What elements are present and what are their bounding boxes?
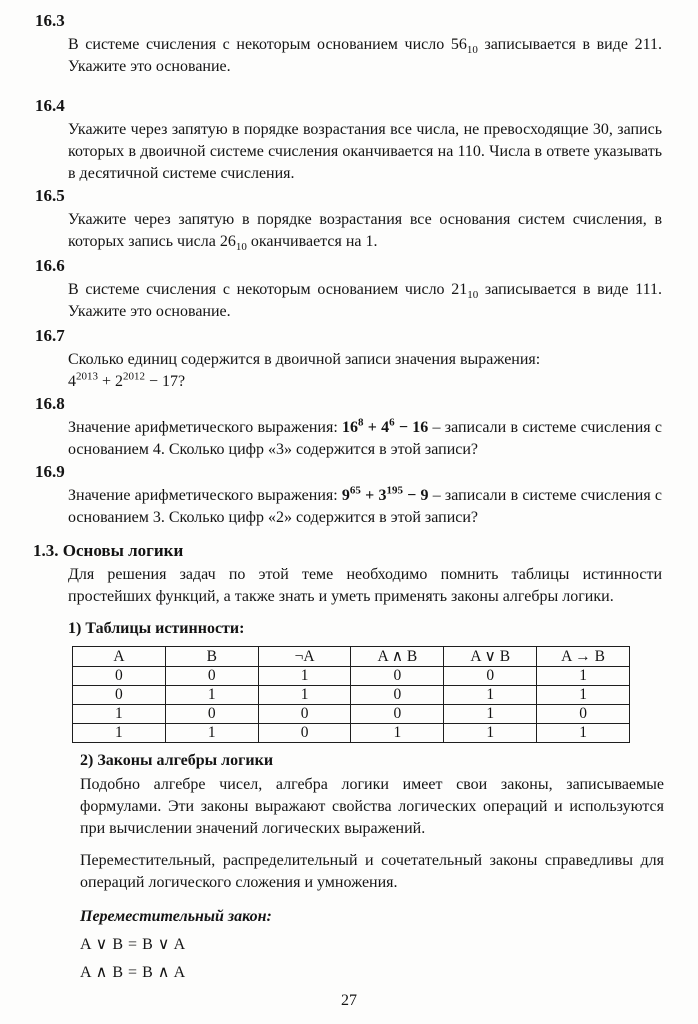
problem-text bbox=[68, 34, 662, 78]
formula-operator: + 3 bbox=[360, 487, 387, 504]
table-cell: 1 bbox=[165, 724, 258, 743]
table-cell: 1 bbox=[73, 724, 166, 743]
expression-formula bbox=[342, 416, 429, 436]
text-segment: Укажите через запятую в порядке возрастания все числа, не превосходящие 30, запись которых в двоичной системе счисления оканчивается на 110. Числа в ответе указывать в десятичной системе счисления. bbox=[68, 121, 662, 182]
text-segment: В системе счисления с некоторым основанием число 21 bbox=[68, 281, 468, 298]
section-logic-basics bbox=[0, 540, 698, 984]
table-cell: 1 bbox=[537, 724, 630, 743]
text-segment: В системе счисления с некоторым основанием число 56 bbox=[68, 36, 467, 53]
section-intro: Для решения задач по этой теме необходимо помнить таблицы истинности простейших функций, а также знать и уметь применять законы алгебры логики. bbox=[68, 566, 662, 605]
truth-table-body bbox=[73, 667, 630, 743]
formula-exponent: 6 bbox=[389, 416, 395, 429]
problem-number: 16.6 bbox=[35, 256, 65, 275]
problem-text bbox=[68, 279, 662, 323]
formula-base: 9 bbox=[341, 487, 350, 504]
table-row bbox=[73, 686, 630, 705]
formula-exponent: 2013 bbox=[76, 370, 98, 383]
problem-number: 16.3 bbox=[35, 11, 65, 30]
law-formula-and: A ∧ B = B ∧ A bbox=[80, 964, 186, 981]
table-cell: 0 bbox=[165, 667, 258, 686]
problem-text bbox=[68, 349, 662, 371]
laws-paragraph-2: Переместительный, распределительный и сочетательный законы справедливы для операций логического сложения и умножения. bbox=[80, 852, 664, 891]
problem-text bbox=[68, 485, 662, 529]
table-cell: 1 bbox=[444, 724, 537, 743]
problem-text bbox=[68, 417, 662, 461]
table-cell: 0 bbox=[351, 705, 444, 724]
problem-number: 16.4 bbox=[35, 96, 65, 115]
text-segment: оканчивается на 1. bbox=[246, 233, 378, 250]
table-cell: 0 bbox=[258, 705, 351, 724]
expression-formula bbox=[341, 484, 429, 504]
laws-label: 2) Законы алгебры логики bbox=[80, 752, 274, 769]
problem-16-4 bbox=[0, 95, 698, 185]
problem-number: 16.9 bbox=[35, 462, 65, 481]
problem-16-8 bbox=[0, 393, 698, 461]
problem-16-3 bbox=[0, 10, 698, 78]
table-cell: 1 bbox=[444, 705, 537, 724]
text-segment: – записали в системе счисления с основанием 3. Сколько цифр «2» содержится в этой записи? bbox=[68, 487, 663, 526]
table-cell: 0 bbox=[165, 705, 258, 724]
law-formula-or: A ∨ B = B ∨ A bbox=[80, 936, 186, 953]
formula-base: 4 bbox=[68, 373, 76, 390]
text-segment: Значение арифметического выражения: bbox=[68, 487, 342, 504]
text-segment: записывается в виде 211. Укажите это основание. bbox=[68, 36, 663, 75]
problem-16-5 bbox=[0, 185, 698, 253]
base-subscript: 10 bbox=[467, 289, 479, 302]
col-header-a-or-b: A ∨ B bbox=[444, 647, 537, 667]
table-cell: 1 bbox=[351, 724, 444, 743]
formula-exponent: 195 bbox=[386, 484, 403, 497]
text-segment: Значение арифметического выражения: bbox=[68, 419, 343, 436]
formula-operator: + 4 bbox=[363, 419, 390, 436]
page-number: 27 bbox=[341, 992, 357, 1009]
base-subscript: 10 bbox=[466, 44, 478, 57]
problem-number: 16.8 bbox=[35, 394, 65, 413]
formula-exponent: 8 bbox=[358, 416, 364, 429]
table-header-row bbox=[73, 647, 630, 667]
formula-tail: − 16 bbox=[394, 419, 429, 436]
table-cell: 1 bbox=[537, 667, 630, 686]
table-row bbox=[73, 705, 630, 724]
formula-tail: − 17? bbox=[145, 373, 186, 390]
text-segment: Укажите через запятую в порядке возрастания все основания систем счисления, в которых запись числа 26 bbox=[68, 211, 662, 250]
table-cell: 1 bbox=[165, 686, 258, 705]
table-cell: 0 bbox=[351, 667, 444, 686]
text-segment: Сколько единиц содержится в двоичной записи значения выражения: bbox=[68, 351, 541, 368]
formula-base: 16 bbox=[342, 419, 359, 436]
table-cell: 1 bbox=[258, 686, 351, 705]
table-cell: 1 bbox=[73, 705, 166, 724]
section-heading: 1.3. Основы логики bbox=[33, 541, 184, 560]
text-segment: записывается в виде 111. Укажите это основание. bbox=[68, 281, 663, 320]
problem-number: 16.5 bbox=[35, 186, 65, 205]
table-cell: 0 bbox=[537, 705, 630, 724]
base-subscript: 10 bbox=[235, 241, 247, 254]
laws-paragraph-1: Подобно алгебре чисел, алгебра логики имеет свои законы, записываемые формулами. Эти законы выражают свойства логических операций и используются при вычислении значений логических выражений. bbox=[80, 776, 664, 837]
table-cell: 0 bbox=[73, 686, 166, 705]
table-cell: 0 bbox=[444, 667, 537, 686]
table-cell: 1 bbox=[258, 667, 351, 686]
table-row bbox=[73, 724, 630, 743]
formula-tail: − 9 bbox=[402, 487, 429, 504]
col-header-a-implies-b: A → B bbox=[537, 647, 630, 667]
col-header-b: B bbox=[165, 647, 258, 667]
problem-16-6 bbox=[0, 255, 698, 323]
col-header-not-a: ¬A bbox=[258, 647, 351, 667]
problem-16-7 bbox=[0, 325, 698, 393]
table-cell: 0 bbox=[73, 667, 166, 686]
formula-exponent: 65 bbox=[349, 484, 361, 497]
expression-formula bbox=[68, 371, 662, 393]
commutative-law-title: Переместительный закон: bbox=[80, 908, 272, 925]
problem-number: 16.7 bbox=[35, 326, 65, 345]
table-cell: 1 bbox=[444, 686, 537, 705]
problem-16-9 bbox=[0, 461, 698, 529]
problem-text bbox=[68, 209, 662, 253]
table-cell: 0 bbox=[258, 724, 351, 743]
formula-exponent: 2012 bbox=[123, 370, 146, 383]
table-cell: 1 bbox=[537, 686, 630, 705]
table-cell: 0 bbox=[351, 686, 444, 705]
formula-operator: + 2 bbox=[98, 373, 124, 390]
truth-tables-label: 1) Таблицы истинности: bbox=[68, 620, 245, 637]
truth-table bbox=[72, 646, 630, 743]
text-segment: – записали в системе счисления с основанием 4. Сколько цифр «3» содержится в этой записи? bbox=[68, 419, 663, 458]
truth-table-head bbox=[73, 647, 630, 667]
col-header-a-and-b: A ∧ B bbox=[351, 647, 444, 667]
col-header-a: A bbox=[73, 647, 166, 667]
problem-text bbox=[68, 119, 662, 185]
table-row bbox=[73, 667, 630, 686]
